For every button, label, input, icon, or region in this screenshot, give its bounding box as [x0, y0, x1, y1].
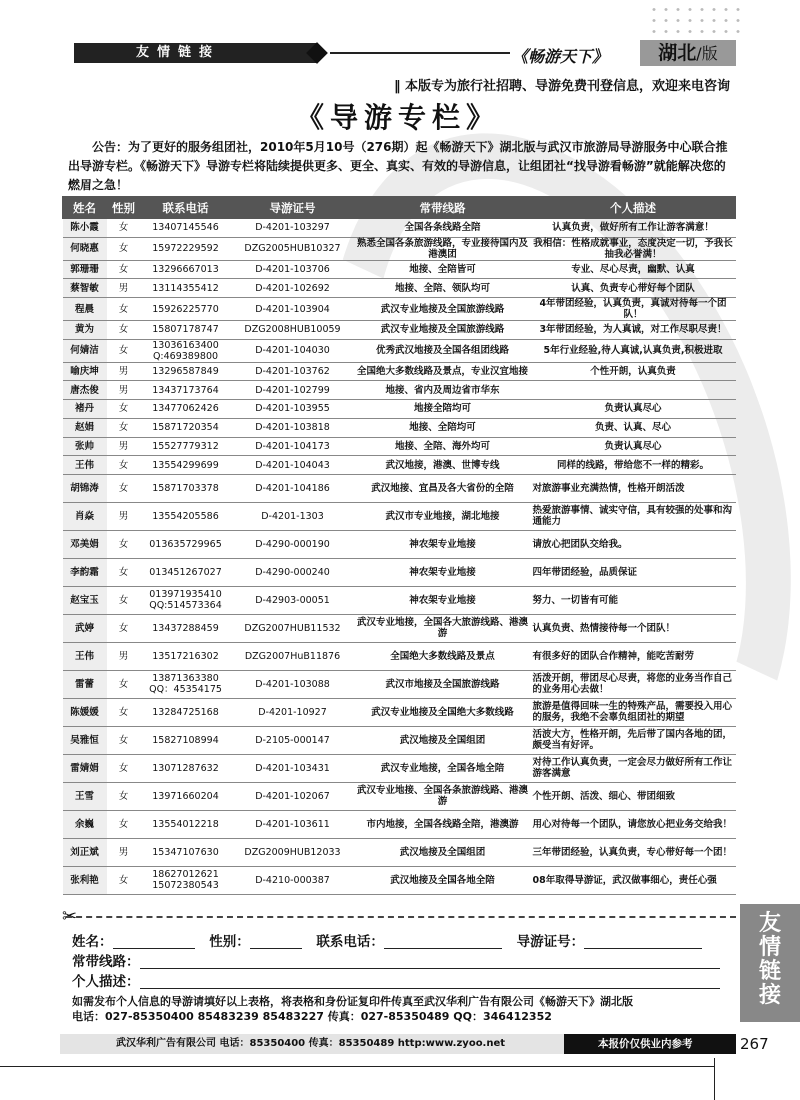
cell-description: 4年带团经验，认真负责，真诚对待每一个团队！ — [531, 298, 736, 321]
cell-routes: 武汉专业地接，全国各大旅游线路、港澳游 — [355, 614, 531, 642]
notice-text: 公告：为了更好的服务组团社，2010年5月10号（276期）起《畅游天下》湖北版与武汉市旅游局导游服务中心联合推出导游专栏。《畅游天下》导游专栏将陆续提供更多、更全、真实、有效的导游信息，让组团社“找导游看畅游”就能解决您的燃眉之急！ — [68, 140, 728, 192]
cell-gender: 女 — [107, 400, 141, 419]
cell-description: 努力、一切皆有可能 — [531, 586, 736, 614]
cell-routes: 武汉地接及全国组团 — [355, 838, 531, 866]
cell-name: 何晓惠 — [63, 237, 107, 260]
gender-label: 性别： — [209, 934, 250, 950]
magazine-name: 《畅游天下》 — [512, 47, 609, 66]
cell-phone: 13554012218 — [141, 810, 231, 838]
cell-routes: 神农架专业地接 — [355, 586, 531, 614]
license-label: 导游证号： — [516, 934, 585, 950]
main-content — [60, 76, 736, 195]
cell-gender: 女 — [107, 866, 141, 894]
cell-routes: 熟悉全国各条旅游线路，专业接待国内及港澳团 — [355, 237, 531, 260]
phone-label: 联系电话： — [316, 934, 384, 950]
cell-routes: 市内地接，全国各线路全陪，港澳游 — [355, 810, 531, 838]
table-row — [63, 400, 736, 419]
cell-routes: 地接全陪均可 — [355, 400, 531, 419]
cell-phone: 15926225770 — [141, 298, 231, 321]
scissors-icon: ✂ — [62, 906, 78, 927]
cell-gender: 女 — [107, 260, 141, 279]
table-row — [63, 237, 736, 260]
footer-note: 本报价仅供业内参考 — [564, 1034, 736, 1054]
cell-description: 我相信：性格成就事业，态度决定一切，予我长抽我必誉满！ — [531, 237, 736, 260]
cell-phone: 13554205586 — [141, 502, 231, 530]
cell-gender: 女 — [107, 726, 141, 754]
cell-routes: 武汉地接、宜昌及各大省份的全陪 — [355, 474, 531, 502]
cell-phone: 15871720354 — [141, 418, 231, 437]
cell-phone: 15871703378 — [141, 474, 231, 502]
cell-license: D-4201-104043 — [231, 456, 355, 475]
contact-info — [72, 994, 736, 1024]
form-row-3 — [72, 972, 732, 992]
cell-name: 喻庆坤 — [63, 362, 107, 381]
col-name: 姓名 — [63, 197, 107, 219]
cell-gender: 女 — [107, 219, 141, 238]
cell-description — [531, 381, 736, 400]
cell-phone: 15347107630 — [141, 838, 231, 866]
cell-gender: 女 — [107, 698, 141, 726]
crop-mark — [714, 1058, 715, 1100]
cell-phone: 13296587849 — [141, 362, 231, 381]
routes-label: 常带线路： — [72, 954, 140, 970]
cell-gender: 女 — [107, 298, 141, 321]
cell-license: D-4201-103762 — [231, 362, 355, 381]
cell-license: D-4290-000190 — [231, 530, 355, 558]
cell-phone: 13114355412 — [141, 279, 231, 298]
table-row — [63, 219, 736, 238]
cell-gender: 女 — [107, 418, 141, 437]
cell-gender: 女 — [107, 670, 141, 698]
cell-name: 张帅 — [63, 437, 107, 456]
table-row — [63, 838, 736, 866]
cell-license: D-4201-104030 — [231, 339, 355, 362]
cell-routes: 地接、省内及周边省市华东 — [355, 381, 531, 400]
cell-license: D-4201-103088 — [231, 670, 355, 698]
side-char: 链 — [758, 959, 781, 984]
table-row — [63, 558, 736, 586]
cell-routes: 武汉地接及全国组团 — [355, 726, 531, 754]
cell-name: 张利艳 — [63, 866, 107, 894]
cell-license: DZG2007HUB11532 — [231, 614, 355, 642]
table-row — [63, 810, 736, 838]
cell-name: 郭珊珊 — [63, 260, 107, 279]
cell-license: D-42903-00051 — [231, 586, 355, 614]
table-row — [63, 279, 736, 298]
cell-name: 雷蕾 — [63, 670, 107, 698]
section-label: 友情链接 — [74, 43, 318, 63]
cell-routes: 神农架专业地接 — [355, 558, 531, 586]
cell-gender: 女 — [107, 586, 141, 614]
cell-routes: 全国绝大多数线路及景点，专业汉宜地接 — [355, 362, 531, 381]
header-rule — [330, 52, 510, 54]
cell-description: 旅游是值得回味一生的特殊产品，需要投入用心的服务，我绝不会辜负组团社的期望 — [531, 698, 736, 726]
submission-form — [72, 932, 732, 992]
cell-phone: 13971660204 — [141, 782, 231, 810]
table-row — [63, 670, 736, 698]
cell-name: 王伟 — [63, 456, 107, 475]
cell-routes: 神农架专业地接 — [355, 530, 531, 558]
cell-description: 个性开朗、活泼、细心、带团细致 — [531, 782, 736, 810]
cell-name: 程晨 — [63, 298, 107, 321]
page-number: 267 — [740, 1035, 769, 1053]
cell-name: 雷婧娟 — [63, 754, 107, 782]
cell-description: 对待工作认真负责，一定会尽力做好所有工作让游客满意 — [531, 754, 736, 782]
cell-phone: 18627012621 15072380543 — [141, 866, 231, 894]
cell-routes: 优秀武汉地接及全国各组团线路 — [355, 339, 531, 362]
cell-name: 陈媛媛 — [63, 698, 107, 726]
table-row — [63, 321, 736, 340]
cell-description: 请放心把团队交给我。 — [531, 530, 736, 558]
table-row — [63, 260, 736, 279]
cell-phone: 13477062426 — [141, 400, 231, 419]
cell-gender: 女 — [107, 237, 141, 260]
side-char: 友 — [758, 911, 781, 936]
cell-gender: 女 — [107, 474, 141, 502]
cell-phone: 15807178747 — [141, 321, 231, 340]
cell-license: D-4210-000387 — [231, 866, 355, 894]
cell-phone: 13517216302 — [141, 642, 231, 670]
table-row — [63, 782, 736, 810]
cell-name: 褚丹 — [63, 400, 107, 419]
cell-name: 赵娟 — [63, 418, 107, 437]
cell-gender: 女 — [107, 754, 141, 782]
cell-routes: 武汉专业地接、全国各条旅游线路、港澳游 — [355, 782, 531, 810]
table-header-row — [63, 197, 736, 219]
cell-description: 负责认真尽心 — [531, 437, 736, 456]
col-description: 个人描述 — [531, 197, 736, 219]
cell-description: 08年取得导游证，武汉做事细心，责任心强 — [531, 866, 736, 894]
cell-name: 邓美娟 — [63, 530, 107, 558]
cell-name: 蔡智敏 — [63, 279, 107, 298]
cell-name: 吴雅恒 — [63, 726, 107, 754]
cell-description: 5年行业经验,待人真诚,认真负责,积极进取 — [531, 339, 736, 362]
desc-label: 个人描述： — [72, 974, 140, 990]
cell-license: D-4201-104173 — [231, 437, 355, 456]
cell-phone: 13036163400 Q:469389800 — [141, 339, 231, 362]
cell-description: 热爱旅游事情、诚实守信，具有较强的处事和沟通能力 — [531, 502, 736, 530]
cell-phone: 15972229592 — [141, 237, 231, 260]
cell-license: D-4201-102692 — [231, 279, 355, 298]
cell-name: 何婧洁 — [63, 339, 107, 362]
cell-gender: 男 — [107, 381, 141, 400]
cell-license: D-4201-103297 — [231, 219, 355, 238]
table-row — [63, 726, 736, 754]
cell-license: D-4201-103818 — [231, 418, 355, 437]
table-row — [63, 642, 736, 670]
cell-description: 活波大方，性格开朗，先后带了国内各地的团，颇受当有好评。 — [531, 726, 736, 754]
gender-field[interactable] — [250, 935, 302, 949]
cell-license: D-4201-1303 — [231, 502, 355, 530]
table-row — [63, 502, 736, 530]
cell-name: 余巍 — [63, 810, 107, 838]
cut-line — [66, 916, 736, 918]
col-routes: 常带线路 — [355, 197, 531, 219]
cell-description: 认真负责、热情接待每一个团队！ — [531, 614, 736, 642]
page-header — [0, 40, 800, 66]
name-label: 姓名： — [72, 934, 113, 950]
cell-description: 负责、认真、尽心 — [531, 418, 736, 437]
cell-description: 3年带团经验，为人真诚，对工作尽职尽责！ — [531, 321, 736, 340]
table-row — [63, 418, 736, 437]
cell-phone: 13437288459 — [141, 614, 231, 642]
crop-mark — [0, 1066, 714, 1067]
cell-phone: 15827108994 — [141, 726, 231, 754]
cell-routes: 武汉市地接及全国旅游线路 — [355, 670, 531, 698]
cell-name: 刘正斌 — [63, 838, 107, 866]
cell-name: 李韵霜 — [63, 558, 107, 586]
cell-license: D-4201-103706 — [231, 260, 355, 279]
cell-license: D-4201-103611 — [231, 810, 355, 838]
cell-description: 认真、负责专心带好每个团队 — [531, 279, 736, 298]
table-row — [63, 298, 736, 321]
cell-name: 唐杰俊 — [63, 381, 107, 400]
cell-routes: 全国绝大多数线路及景点 — [355, 642, 531, 670]
cell-routes: 武汉专业地接及全国旅游线路 — [355, 298, 531, 321]
cell-license: D-4201-103955 — [231, 400, 355, 419]
side-label — [740, 904, 800, 1022]
cell-license: D-4201-102067 — [231, 782, 355, 810]
cell-phone: 13407145546 — [141, 219, 231, 238]
contact-line-1: 如需发布个人信息的导游请填好以上表格，将表格和身份证复印件传真至武汉华利广告有限公司《畅游天下》湖北版 — [72, 995, 633, 1008]
table-row — [63, 437, 736, 456]
cell-phone: 13284725168 — [141, 698, 231, 726]
table-row — [63, 456, 736, 475]
cell-license: DZG2008HUB10059 — [231, 321, 355, 340]
cell-phone: 013451267027 — [141, 558, 231, 586]
cell-phone: 15527779312 — [141, 437, 231, 456]
cell-license: D-4201-103431 — [231, 754, 355, 782]
table-body — [63, 219, 736, 895]
cell-description: 同样的线路，带给您不一样的精彩。 — [531, 456, 736, 475]
cell-license: D-4201-102799 — [231, 381, 355, 400]
form-row-2 — [72, 952, 732, 972]
cell-gender: 男 — [107, 838, 141, 866]
table-row — [63, 381, 736, 400]
table-row — [63, 698, 736, 726]
form-row-1 — [72, 932, 732, 952]
cell-routes: 地接、全陪、海外均可 — [355, 437, 531, 456]
cell-description: 有很多好的团队合作精神，能吃苦耐劳 — [531, 642, 736, 670]
cell-phone: 13071287632 — [141, 754, 231, 782]
license-field[interactable] — [584, 935, 702, 949]
footer-info: 武汉华利广告有限公司 电话：85350400 传真：85350489 http:www.zyoo.net — [60, 1034, 564, 1054]
cell-name: 王伟 — [63, 642, 107, 670]
desc-field[interactable] — [140, 975, 720, 989]
cell-gender: 男 — [107, 362, 141, 381]
cell-license: DZG2009HUB12033 — [231, 838, 355, 866]
cell-license: D-2105-000147 — [231, 726, 355, 754]
cell-description: 三年带团经验，认真负责，专心带好每一个团！ — [531, 838, 736, 866]
cell-gender: 女 — [107, 321, 141, 340]
cell-phone: 13871363380 QQ：45354175 — [141, 670, 231, 698]
routes-field[interactable] — [140, 955, 720, 969]
cell-name: 王雪 — [63, 782, 107, 810]
cell-name: 肖焱 — [63, 502, 107, 530]
cell-routes: 地接、全陪、领队均可 — [355, 279, 531, 298]
cell-phone: 13554299699 — [141, 456, 231, 475]
page-title: 《导游专栏》 — [295, 101, 500, 134]
cell-description: 活泼开朗，带团尽心尽责，将您的业务当作自己的业务用心去做！ — [531, 670, 736, 698]
cell-description: 专业、尽心尽责，幽默、认真 — [531, 260, 736, 279]
cell-name: 胡锦涛 — [63, 474, 107, 502]
col-license: 导游证号 — [231, 197, 355, 219]
cell-routes: 武汉专业地接及全国旅游线路 — [355, 321, 531, 340]
cell-routes: 武汉地接及全国各地全陪 — [355, 866, 531, 894]
cell-name: 黄为 — [63, 321, 107, 340]
cell-gender: 女 — [107, 810, 141, 838]
dot-pattern — [648, 4, 748, 38]
cell-gender: 女 — [107, 558, 141, 586]
cell-routes: 全国各条线路全陪 — [355, 219, 531, 238]
cell-routes: 武汉专业地接，全国各地全陪 — [355, 754, 531, 782]
cell-routes: 武汉市专业地接，湖北地接 — [355, 502, 531, 530]
cell-gender: 男 — [107, 279, 141, 298]
cell-routes: 武汉地接，港澳、世博专线 — [355, 456, 531, 475]
cell-description: 个性开朗，认真负责 — [531, 362, 736, 381]
region-name: 湖北 — [658, 42, 697, 64]
cell-license: D-4201-103904 — [231, 298, 355, 321]
cell-name: 武婷 — [63, 614, 107, 642]
cell-license: D-4201-10927 — [231, 698, 355, 726]
cell-description: 用心对待每一个团队，请您放心把业务交给我！ — [531, 810, 736, 838]
table-row — [63, 586, 736, 614]
cell-gender: 女 — [107, 339, 141, 362]
cell-license: DZG2005HUB10327 — [231, 237, 355, 260]
table-row — [63, 474, 736, 502]
col-gender: 性别 — [107, 197, 141, 219]
cell-gender: 男 — [107, 502, 141, 530]
cell-phone: 13296667013 — [141, 260, 231, 279]
cell-phone: 013635729965 — [141, 530, 231, 558]
cell-name: 赵宝玉 — [63, 586, 107, 614]
cell-gender: 女 — [107, 530, 141, 558]
intro-text: ‖ 本版专为旅行社招聘、导游免费刊登信息，欢迎来电咨询 — [60, 76, 736, 98]
side-char: 接 — [758, 983, 781, 1008]
col-phone: 联系电话 — [141, 197, 231, 219]
region-label — [640, 40, 736, 66]
cell-gender: 女 — [107, 614, 141, 642]
table-row — [63, 614, 736, 642]
cell-license: D-4201-104186 — [231, 474, 355, 502]
phone-field[interactable] — [384, 935, 502, 949]
name-field[interactable] — [113, 935, 195, 949]
cell-gender: 男 — [107, 642, 141, 670]
table-row — [63, 754, 736, 782]
cell-license: D-4290-000240 — [231, 558, 355, 586]
cell-description: 四年带团经验，品质保证 — [531, 558, 736, 586]
cell-name: 陈小霞 — [63, 219, 107, 238]
contact-line-2: 电话：027-85350400 85483239 85483227 传真：027-85350489 QQ：346412352 — [72, 1010, 552, 1023]
cell-description: 对旅游事业充满热情，性格开朗活泼 — [531, 474, 736, 502]
cell-gender: 男 — [107, 437, 141, 456]
cell-routes: 地接、全陪皆可 — [355, 260, 531, 279]
cell-description: 认真负责，做好所有工作让游客满意！ — [531, 219, 736, 238]
page-footer — [60, 1034, 736, 1054]
table-row — [63, 530, 736, 558]
cell-phone: 013971935410 QQ:514573364 — [141, 586, 231, 614]
region-suffix: /版 — [696, 44, 718, 63]
table-row — [63, 339, 736, 362]
table-row — [63, 362, 736, 381]
guide-table — [62, 196, 736, 895]
table-row — [63, 866, 736, 894]
cell-routes: 地接、全陪均可 — [355, 418, 531, 437]
cell-routes: 武汉专业地接及全国绝大多数线路 — [355, 698, 531, 726]
cell-description: 负责认真尽心 — [531, 400, 736, 419]
cell-license: DZG2007HuB11876 — [231, 642, 355, 670]
cell-phone: 13437173764 — [141, 381, 231, 400]
cell-gender: 女 — [107, 782, 141, 810]
side-char: 情 — [758, 935, 781, 960]
cell-gender: 女 — [107, 456, 141, 475]
